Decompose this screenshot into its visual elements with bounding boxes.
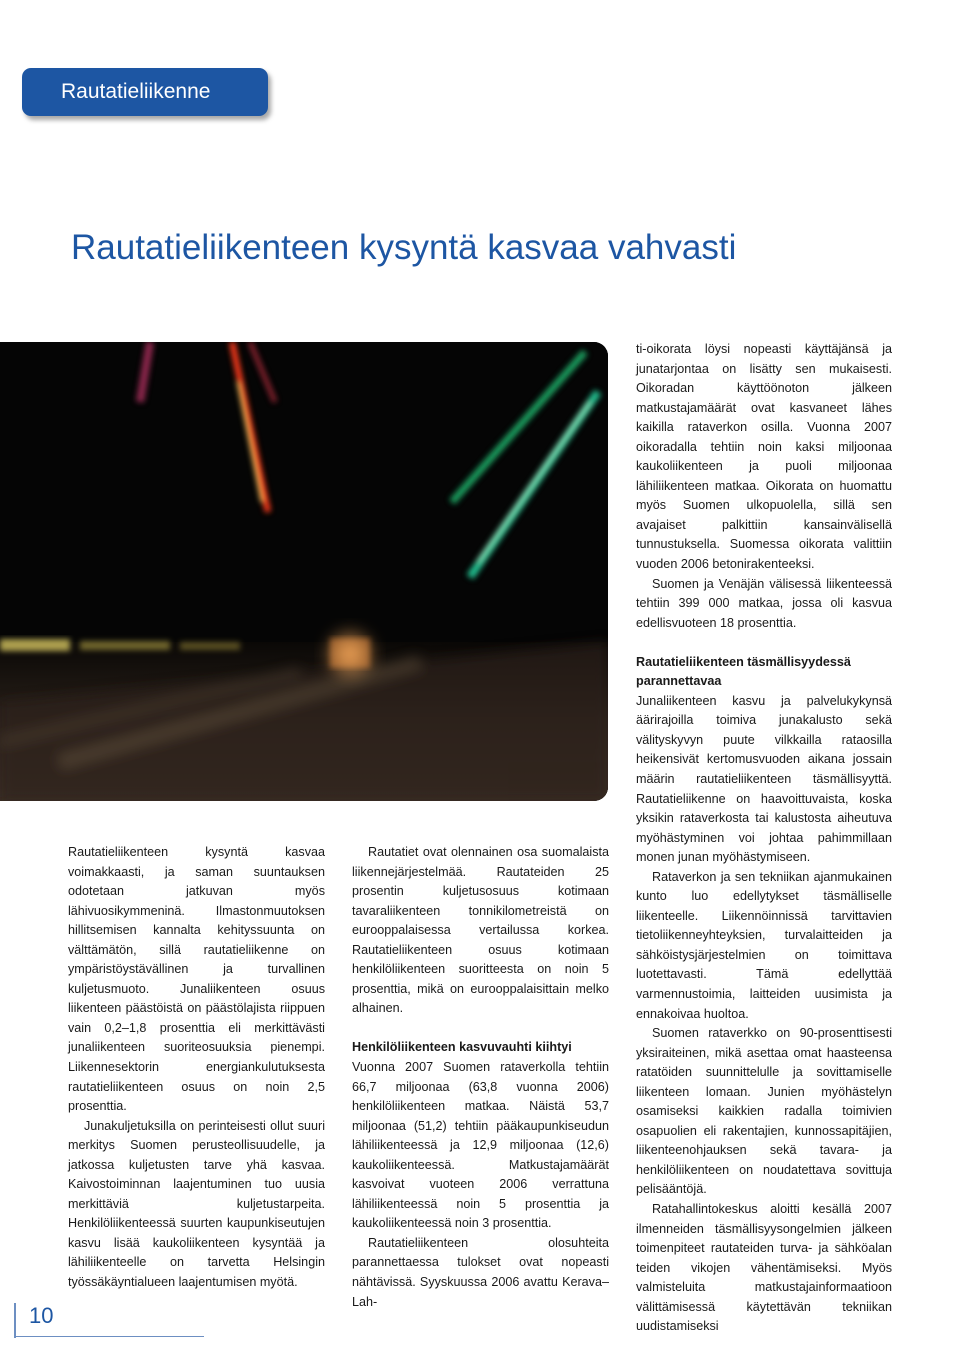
page-number-rule-vertical (14, 1303, 16, 1338)
section-tab: Rautatieliikenne (22, 68, 268, 116)
page-number: 10 (29, 1303, 54, 1328)
col2-heading: Henkilöliikenteen kasvuvauhti kiihtyi (352, 1040, 572, 1055)
col3-paragraph-3: Junaliikenteen kasvu ja palvelukykynsä äärirajoilla toimiva junakalusto sekä välityskyvyn puute vilkkailla rataosilla heikensivät kertomusvuoden aikana jossain määrin rautatieliikenteen täsmällisyyttä. Rautatieliikenne on haavoittuvaista, koska yksikin rataverkosta tai kalustosta aiheutuva myöhästyminen voi johtaa pahimmillaan monen junan myöhästymiseen. (636, 693, 892, 865)
text-column-1 (68, 843, 325, 1293)
col3-paragraph-1: ti-oikorata löysi nopeasti käyttäjänsä ja junatarjontaa on lisätty sen mukaisesti. Oikoradan käyttöönoton jälkeen matkustajamäärät ovat kasvaneet lähes kaikilla rataverkon osilla. Vuonna 2007 oikoradalla tehtiin noin kaksi miljoonaa kaukoliikenteen ja puoli miljoonaa lähiliikenteen matkaa. Oikorata on huomattu myös Suomen ulkopuolella, sillä sen avajaiset palkittiin kansainvälisellä tunnustuksella. Suomessa oikorata valittiin vuoden 2006 betonirakenteeksi. (636, 342, 892, 572)
page-number-rule-horizontal (14, 1336, 204, 1337)
col3-paragraph-2: Suomen ja Venäjän välisessä liikenteessä tehtiin 399 000 matkaa, jossa oli kasvua edellisvuoteen 18 prosenttia. (636, 576, 892, 630)
photo-illustration (0, 342, 608, 801)
text-column-2 (352, 843, 609, 1312)
page-title: Rautatieliikenteen kysyntä kasvaa vahvasti (71, 228, 737, 267)
col3-paragraph-6: Ratahallintokeskus aloitti kesällä 2007 ilmenneiden täsmällisyysongelmien jälkeen toimenpiteet rautateiden turva- ja sähköalan teiden vikojen vähentämiseksi. Myös valmisteluita matkustajainformaatioon välittämisessä käytettävän tekniikan uudistamiseksi (636, 1202, 892, 1334)
col2-paragraph-1: Rautatiet ovat olennainen osa suomalaista liikennejärjestelmää. Rautateiden 25 prosentin kuljetusosuus kotimaan tavaraliikenteen tonnikilometreistä on eurooppalaisessa vertailussa korkea. Rautatieliikenteen osuus kotimaan henkilöliikenteen suoritteesta on noin 5 prosenttia, mikä on eurooppalaisittain melko alhainen. (352, 845, 609, 1016)
col2-paragraph-2: Vuonna 2007 Suomen rataverkolla tehtiin 66,7 miljoonaa (63,8 vuonna 2006) henkilöliikenteen matkaa. Näistä 53,7 miljoonaa (51,2) tehtiin pääkaupunkiseudun lähiliikenteessä ja 12,9 miljoonaa (12,6) kaukoliikenteessä. Matkustajamäärät kasvoivat vuoteen 2006 verrattuna lähiliikenteessä noin 5 prosenttia ja kaukoliikenteessä noin 3 prosenttia. (352, 1059, 609, 1231)
col3-heading: Rautatieliikenteen täsmällisyydessä parannettavaa (636, 654, 851, 689)
col1-paragraph-1: Rautatieliikenteen kysyntä kasvaa voimakkaasti, ja saman suuntauksen odotetaan jatkuvan myös lähivuosikymmeninä. Ilmastonmuutoksen hillitsemisen kannalta kehityssuunta on välttämätön, sillä rautatieliikenne on ympäristöystävällinen ja turvallinen kuljetusmuoto. Junaliikenteen osuus liikenteen päästöistä on päästölajista riippuen vain 0,2–1,8 prosenttia eli merkittävästi junaliikenteen suoriteosuuksia pienempi. Liikennesektorin energiankulutuksesta rautatieliikenteen osuus on noin 2,5 prosenttia. (68, 845, 325, 1114)
col3-paragraph-4: Rataverkon ja sen tekniikan ajanmukainen kunto luo edellytykset täsmälliselle liikenteelle. Liikennöinnissä tarvittavien tietoliikenneyhteyksien, turvalaitteiden ja sähköistysjärjestelmien on toimittava luotettavasti. Tämä edellyttää varmennustoimia, laitteiden uusimista ja ennakoivaa huoltoa. (636, 869, 892, 1021)
col3-paragraph-5: Suomen rataverkko on 90-prosenttisesti yksiraiteinen, mikä asettaa omat haasteensa ratatöiden suunnittelulle ja sovittamiselle liikenteen lomaan. Junien myöhästelyn osamiseksi kaikkien radalla toimivien osapuolien eli rakentajien, kunnossapitäjien, liikenteenohjauksen sekä tavara- ja henkilöliikenteen on noudatettava sovittuja pelisääntöjä. (636, 1026, 892, 1197)
col1-paragraph-2: Junakuljetuksilla on perinteisesti ollut suuri merkitys Suomen perusteollisuudelle, ja jatkossa kuljetusten tarve yhä kasvaa. Kaivostoiminnan laajentuminen tuo uusia merkittäviä kuljetustarpeita. Henkilöliikenteessä suurten kaupunkiseutujen kasvu lisää kaukoliikenteen kysyntää ja lähiliikenteelle on tarvetta Helsingin työssäkäyntialueen laajentumisen myötä. (68, 1118, 325, 1290)
light-trails-photo (0, 342, 608, 801)
col2-paragraph-3: Rautatieliikenteen olosuhteita parannettaessa tulokset ovat nopeasti nähtävissä. Syyskuussa 2006 avattu Kerava–Lah- (352, 1235, 609, 1309)
text-column-3 (636, 340, 892, 1337)
